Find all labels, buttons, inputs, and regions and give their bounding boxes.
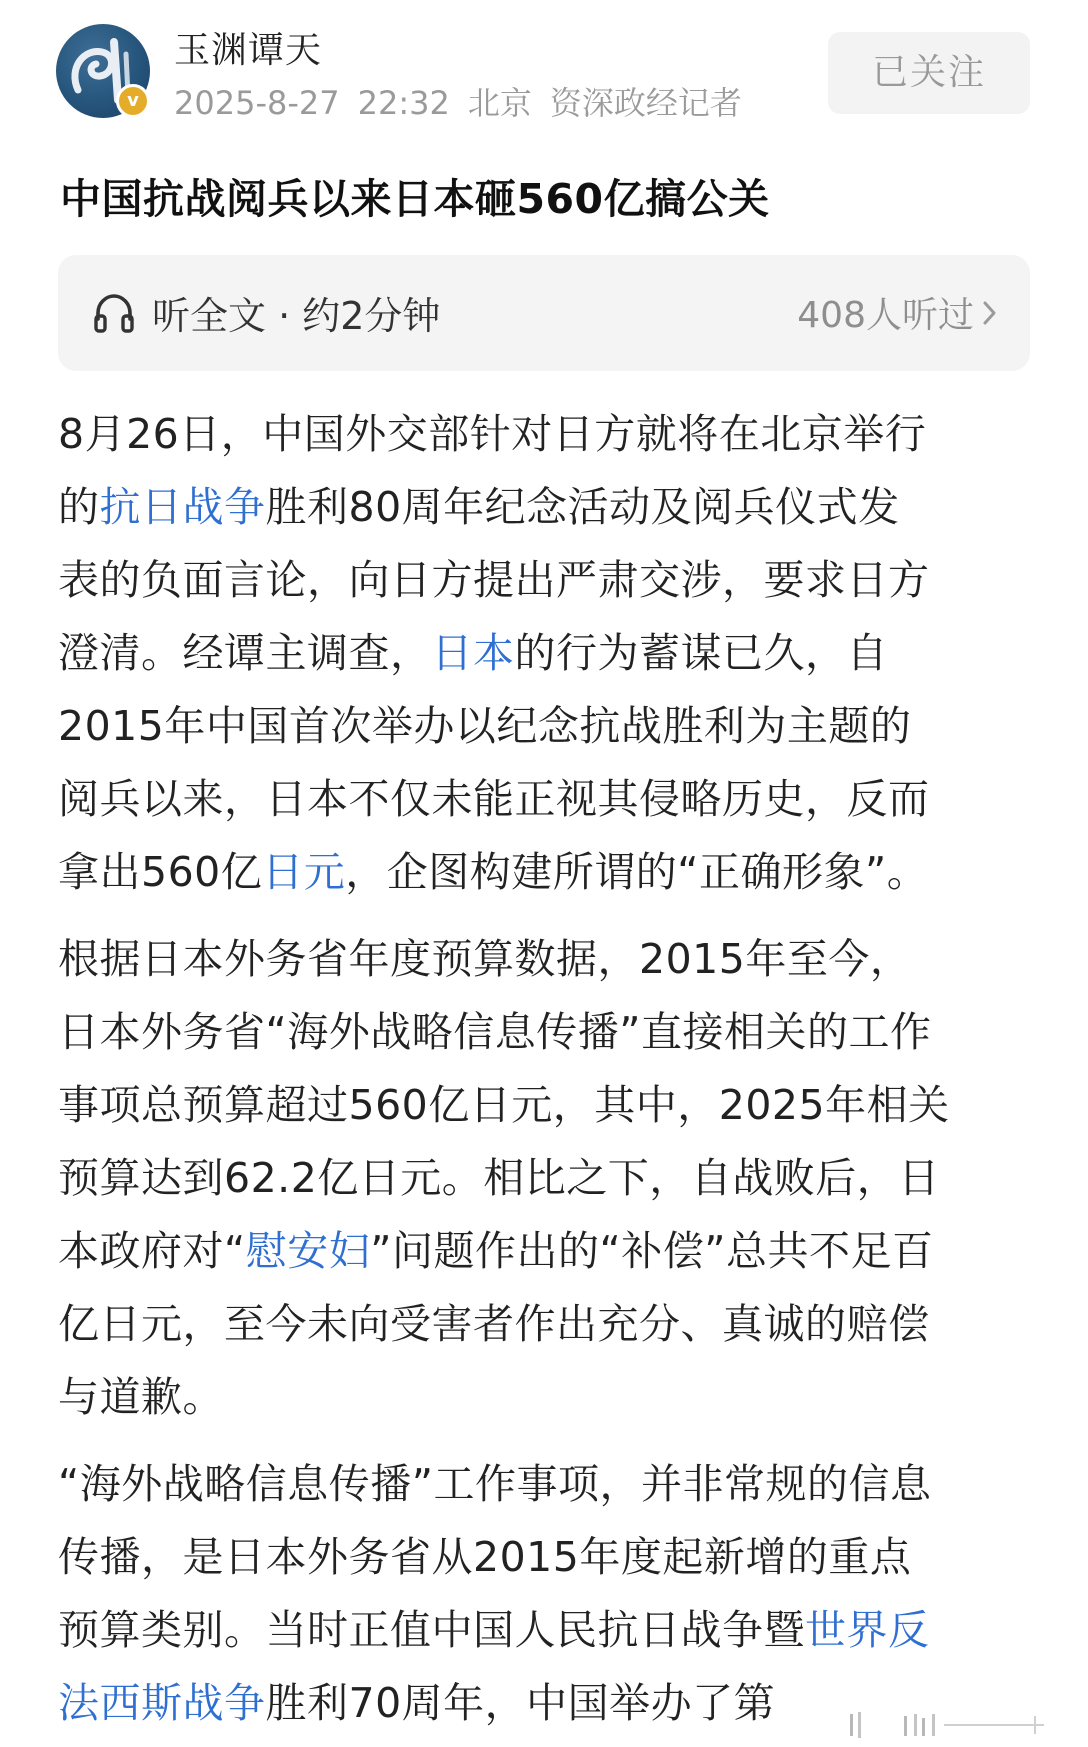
follow-button[interactable]: 已关注: [828, 32, 1030, 114]
article-title: 中国抗战阅兵以来日本砸560亿搞公关: [60, 175, 770, 223]
headphones-icon: [92, 291, 136, 335]
listen-full-text-bar[interactable]: [58, 255, 1030, 371]
text-line: 阅兵以来，日本不仅未能正视其侵略历史，反而: [58, 775, 930, 823]
text-line: 澄清。经谭主调查，日本的行为蓄谋已久，自: [58, 629, 888, 677]
paragraph-1: [58, 398, 1038, 909]
text-line: 与道歉。: [58, 1373, 224, 1421]
listen-label: 听全文 · 约2分钟: [152, 294, 441, 338]
author-role: 资深政经记者: [549, 84, 742, 122]
watermark-logo-icon: [844, 1710, 1064, 1740]
article-body: [58, 398, 1038, 1740]
link-world-anti-fascist-war[interactable]: 世界反: [805, 1606, 930, 1654]
link-anti-japanese-war[interactable]: 抗日战争: [99, 483, 266, 531]
text-line: 预算类别。当时正值中国人民抗日战争暨世界反: [58, 1606, 930, 1654]
text-line: 8月26日，中国外交部针对日方就将在北京举行: [58, 410, 927, 458]
chevron-right-icon: [982, 299, 998, 327]
text-line: 亿日元，至今未向受害者作出充分、真诚的赔偿: [58, 1300, 930, 1348]
author-header: [0, 0, 1088, 130]
text-line: 传播，是日本外务省从2015年度起新增的重点: [58, 1533, 912, 1581]
verified-badge-icon: v: [116, 84, 150, 118]
post-location: 北京: [467, 84, 532, 122]
text-line: 拿出560亿日元，企图构建所谓的“正确形象”。: [58, 848, 929, 896]
listen-count: 408人听过: [797, 295, 974, 336]
link-comfort-women[interactable]: 慰安妇: [245, 1227, 371, 1275]
text-line: 事项总预算超过560亿日元，其中，2025年相关: [58, 1081, 950, 1129]
text-line: “海外战略信息传播”工作事项，并非常规的信息: [58, 1460, 932, 1508]
post-time: 22:32: [357, 84, 450, 122]
text-line: 根据日本外务省年度预算数据，2015年至今，: [58, 935, 912, 983]
watermark: [820, 1706, 1070, 1742]
text-line: 日本外务省“海外战略信息传播”直接相关的工作: [58, 1008, 932, 1056]
post-date: 2025-8-27: [174, 84, 340, 122]
link-world-anti-fascist-war[interactable]: 法西斯战争: [58, 1679, 266, 1727]
text-line: 的抗日战争胜利80周年纪念活动及阅兵仪式发: [58, 483, 900, 531]
link-japan[interactable]: 日本: [431, 629, 515, 677]
text-line: 法西斯战争胜利70周年，中国举办了第: [58, 1679, 776, 1727]
paragraph-2: [58, 923, 1038, 1434]
text-line: 2015年中国首次举办以纪念抗战胜利为主题的: [58, 702, 912, 750]
link-yen[interactable]: 日元: [262, 848, 346, 896]
text-line: 本政府对“慰安妇”问题作出的“补偿”总共不足百: [58, 1227, 934, 1275]
text-line: 表的负面言论，向日方提出严肃交涉，要求日方: [58, 556, 930, 604]
text-line: 预算达到62.2亿日元。相比之下，自战败后，日: [58, 1154, 940, 1202]
author-name[interactable]: 玉渊谭天: [174, 30, 323, 71]
post-meta: [174, 78, 760, 124]
paragraph-3: [58, 1448, 1038, 1740]
